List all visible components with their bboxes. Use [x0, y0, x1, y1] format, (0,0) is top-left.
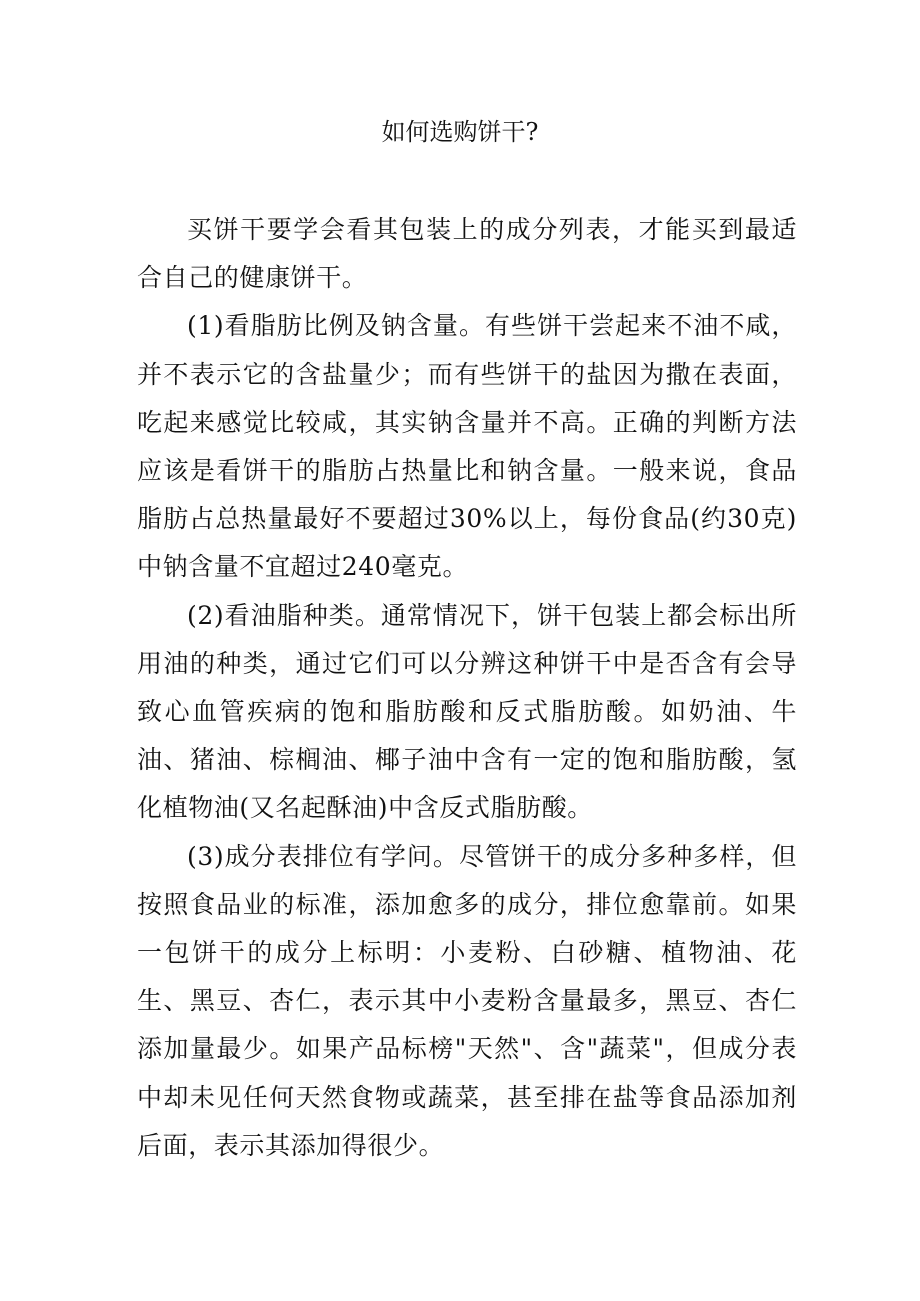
- paragraph-intro: 买饼干要学会看其包装上的成分列表，才能买到最适合自己的健康饼干。: [137, 215, 797, 293]
- paragraph-oil-type: (2)看油脂种类。通常情况下，饼干包装上都会标出所用油的种类，通过它们可以分辨这种饼干中是否含有会导致心血管疾病的饱和脂肪酸和反式脂肪酸。如奶油、牛油、猪油、棕榈油、椰子油中含有一定的饱和脂肪酸，氢化植物油(又名起酥油)中含反式脂肪酸。: [137, 600, 797, 823]
- document-title: 如何选购饼干?: [381, 118, 539, 146]
- document-body: [137, 206, 797, 1170]
- paragraph-fat-sodium: (1)看脂肪比例及钠含量。有些饼干尝起来不油不咸，并不表示它的含盐量少；而有些饼干的盐因为撒在表面，吃起来感觉比较咸，其实钠含量并不高。正确的判断方法应该是看饼干的脂肪占热量比和钠含量。一般来说，食品脂肪占总热量最好不要超过30%以上，每份食品(约30克)中钠含量不宜超过240毫克。: [137, 311, 797, 582]
- paragraph-ingredient-order: (3)成分表排位有学问。尽管饼干的成分多种多样，但按照食品业的标准，添加愈多的成分，排位愈靠前。如果一包饼干的成分上标明：小麦粉、白砂糖、植物油、花生、黑豆、杏仁，表示其中小麦粉含量最多，黑豆、杏仁添加量最少。如果产品标榜"天然"、含"蔬菜"，但成分表中却未见任何天然食物或蔬菜，甚至排在盐等食品添加剂后面，表示其添加得很少。: [137, 841, 797, 1160]
